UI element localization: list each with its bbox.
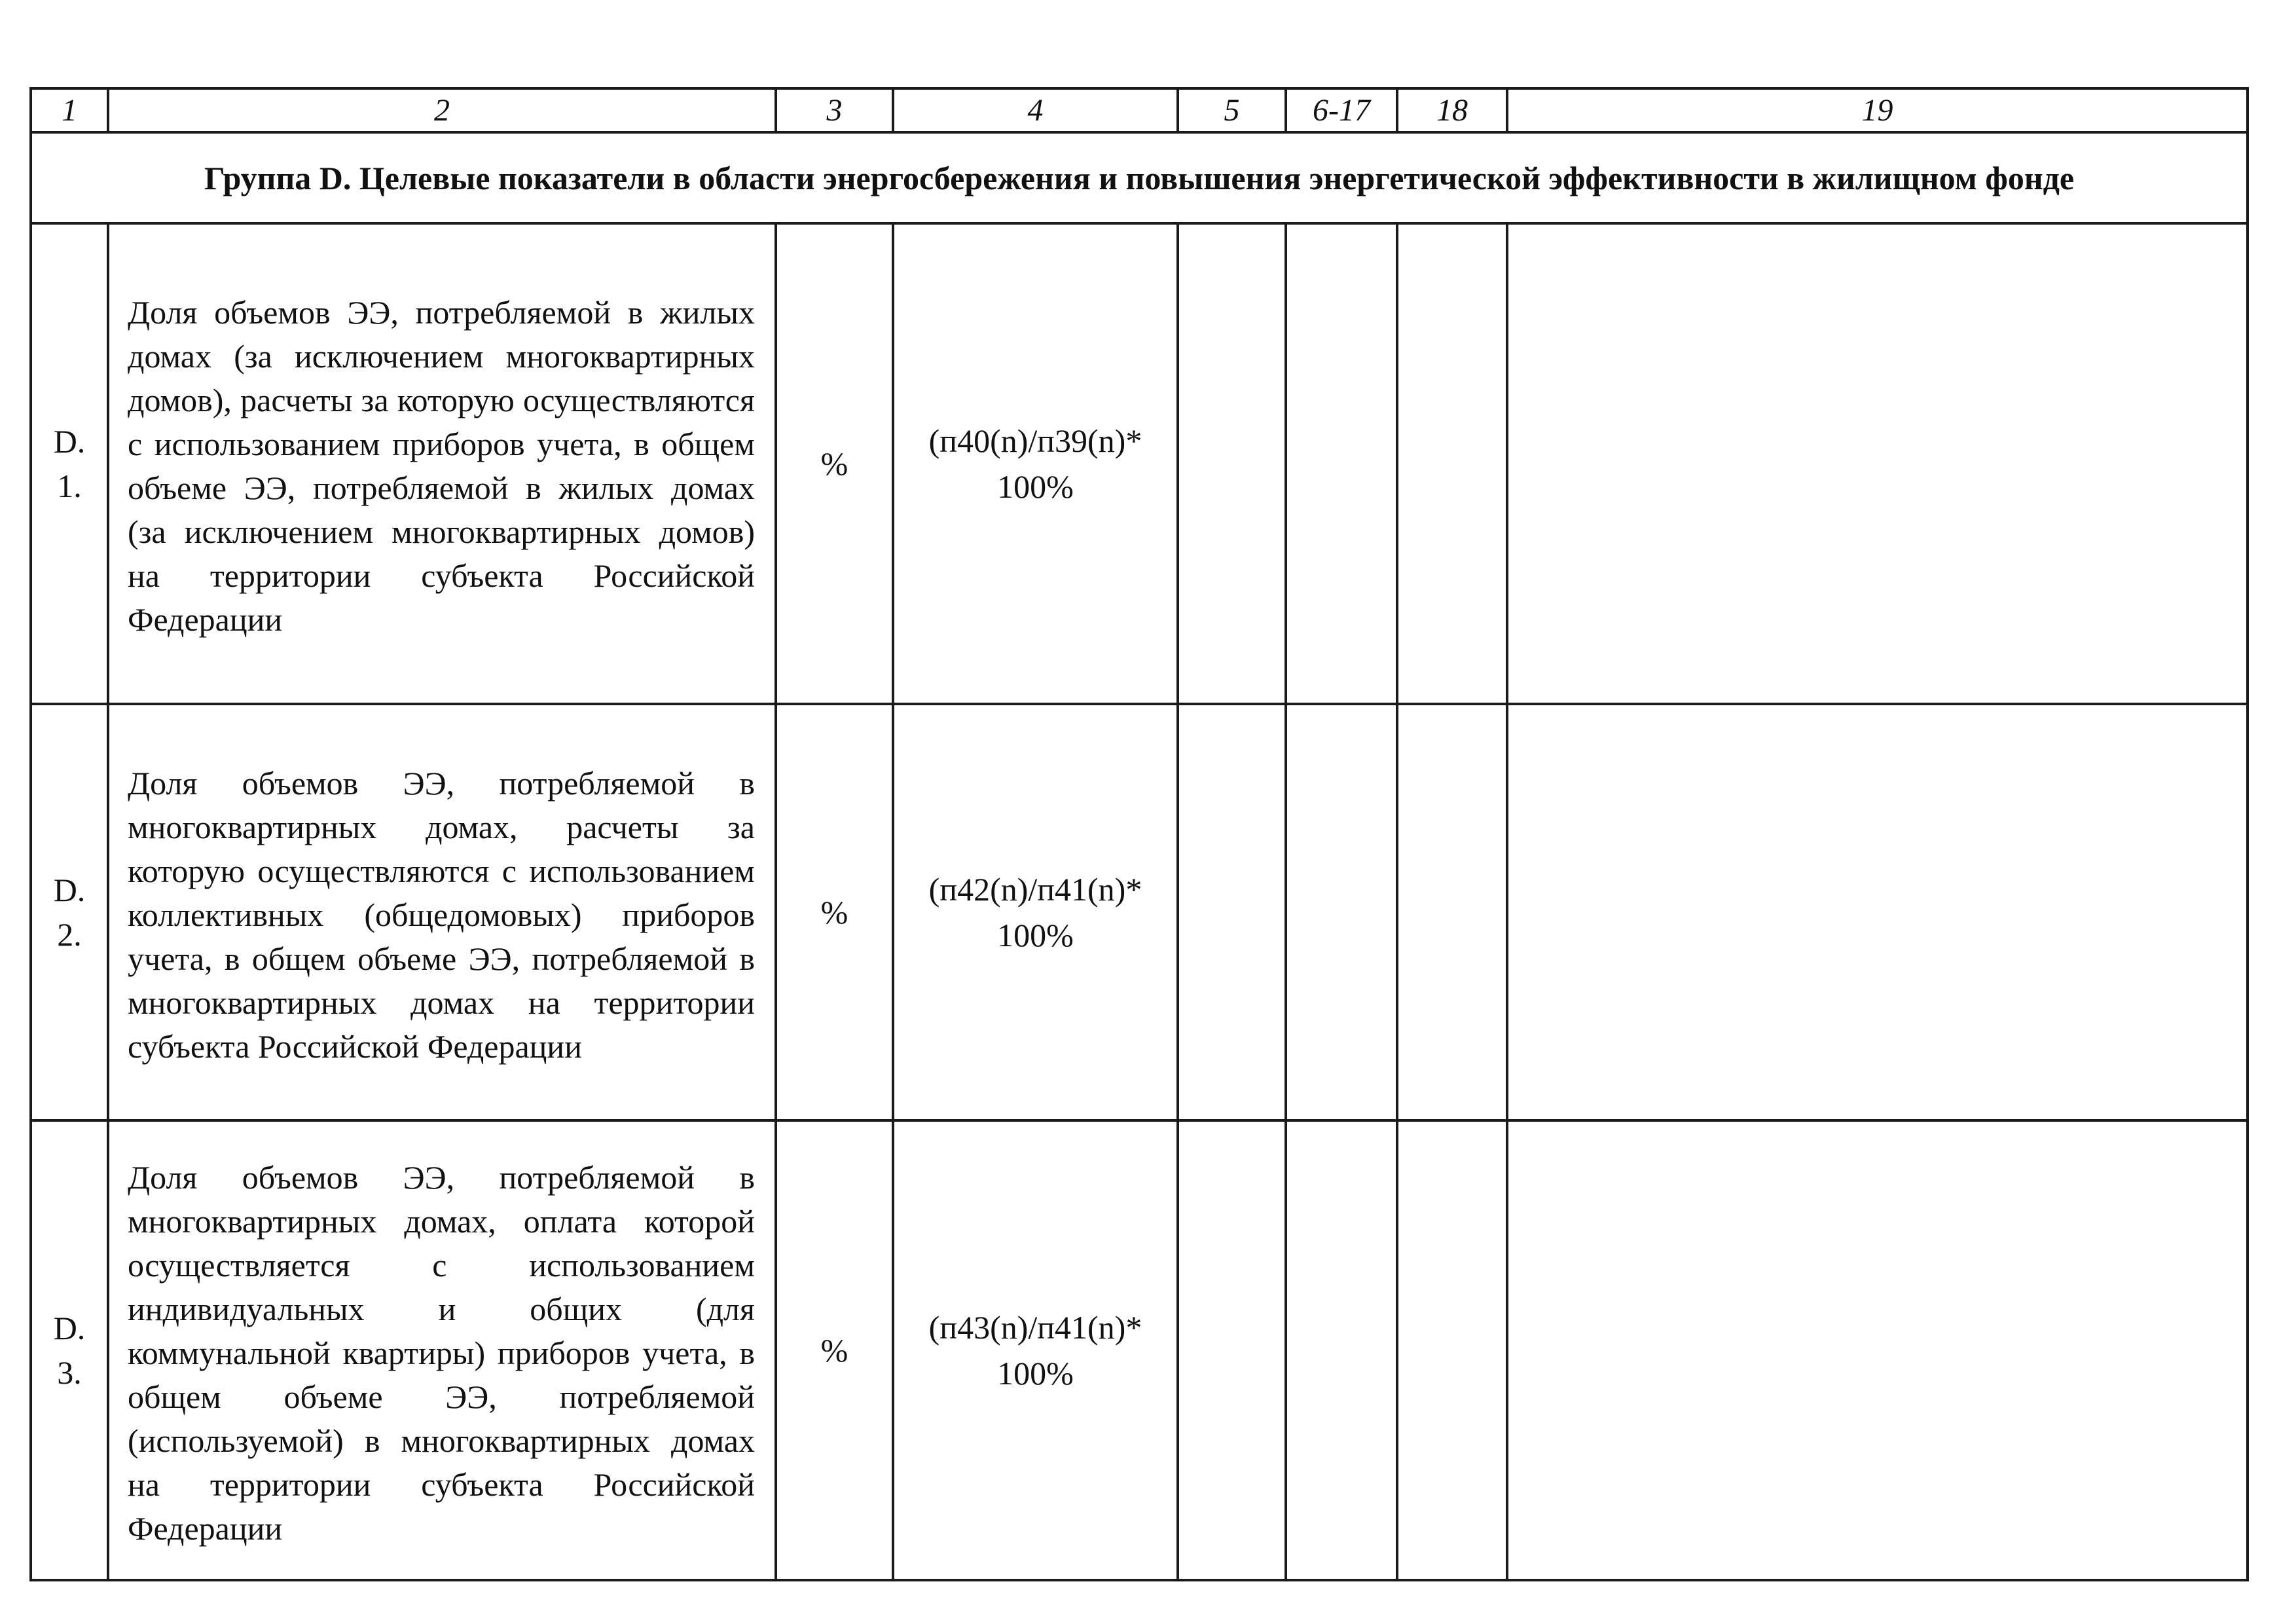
table-row (31, 223, 2248, 704)
row-formula-line-2: 100% (997, 917, 1074, 953)
row-unit: % (776, 704, 893, 1120)
row-formula (893, 704, 1178, 1120)
row-id-number: 1. (57, 468, 82, 504)
row-formula (893, 1120, 1178, 1580)
column-number-18: 18 (1397, 88, 1507, 132)
row-cell-5 (1178, 223, 1286, 704)
row-formula-line-1: (п43(n)/п41(n)* (928, 1309, 1142, 1346)
row-cell-19 (1507, 704, 2248, 1120)
row-formula (893, 223, 1178, 704)
indicators-table (29, 87, 2249, 1581)
table-row (31, 1120, 2248, 1580)
row-indicator-name: Доля объемов ЭЭ, потребляемой в жилых домах (за исключением многоквартирных домов), расчеты за которую осуществляются с использованием приборов учета, в общем объеме ЭЭ, потребляемой в жилых домах (за исключением многоквартирных домов) на территории субъекта Российской Федерации (108, 223, 776, 704)
column-number-19: 19 (1507, 88, 2248, 132)
column-number-6-17: 6-17 (1286, 88, 1397, 132)
column-number-5: 5 (1178, 88, 1286, 132)
row-formula-line-2: 100% (997, 1355, 1074, 1392)
row-cell-19 (1507, 223, 2248, 704)
row-cell-5 (1178, 1120, 1286, 1580)
row-id-number: 2. (57, 916, 82, 953)
row-id (31, 223, 108, 704)
row-id-number: 3. (57, 1354, 82, 1391)
column-number-4: 4 (893, 88, 1178, 132)
row-formula-line-2: 100% (997, 468, 1074, 505)
row-cell-18 (1397, 223, 1507, 704)
row-unit: % (776, 1120, 893, 1580)
row-formula-line-1: (п42(n)/п41(n)* (928, 871, 1142, 908)
row-cell-6-17 (1286, 223, 1397, 704)
row-indicator-name: Доля объемов ЭЭ, потребляемой в многоквартирных домах, оплата которой осуществляется с использованием индивидуальных и общих (для коммунальной квартиры) приборов учета, в общем объеме ЭЭ, потребляемой (используемой) в многоквартирных домах на территории субъекта Российской Федерации (108, 1120, 776, 1580)
row-formula-line-1: (п40(n)/п39(n)* (928, 422, 1142, 459)
row-cell-6-17 (1286, 704, 1397, 1120)
column-number-row (31, 88, 2248, 132)
row-id-letter: D. (53, 1310, 86, 1346)
row-id-letter: D. (53, 423, 86, 460)
row-indicator-name: Доля объемов ЭЭ, потребляемой в многоквартирных домах, расчеты за которую осуществляются с использованием коллективных (общедомовых) приборов учета, в общем объеме ЭЭ, потребляемой в многоквартирных домах на территории субъекта Российской Федерации (108, 704, 776, 1120)
row-id (31, 704, 108, 1120)
row-cell-18 (1397, 704, 1507, 1120)
row-cell-18 (1397, 1120, 1507, 1580)
column-number-2: 2 (108, 88, 776, 132)
row-id-letter: D. (53, 872, 86, 908)
table-row (31, 704, 2248, 1120)
column-number-3: 3 (776, 88, 893, 132)
row-unit: % (776, 223, 893, 704)
column-number-1: 1 (31, 88, 108, 132)
row-cell-6-17 (1286, 1120, 1397, 1580)
row-cell-5 (1178, 704, 1286, 1120)
row-id (31, 1120, 108, 1580)
group-header-row (31, 132, 2248, 223)
row-cell-19 (1507, 1120, 2248, 1580)
group-title: Группа D. Целевые показатели в области энергосбережения и повышения энергетической эффективности в жилищном фонде (31, 132, 2248, 223)
